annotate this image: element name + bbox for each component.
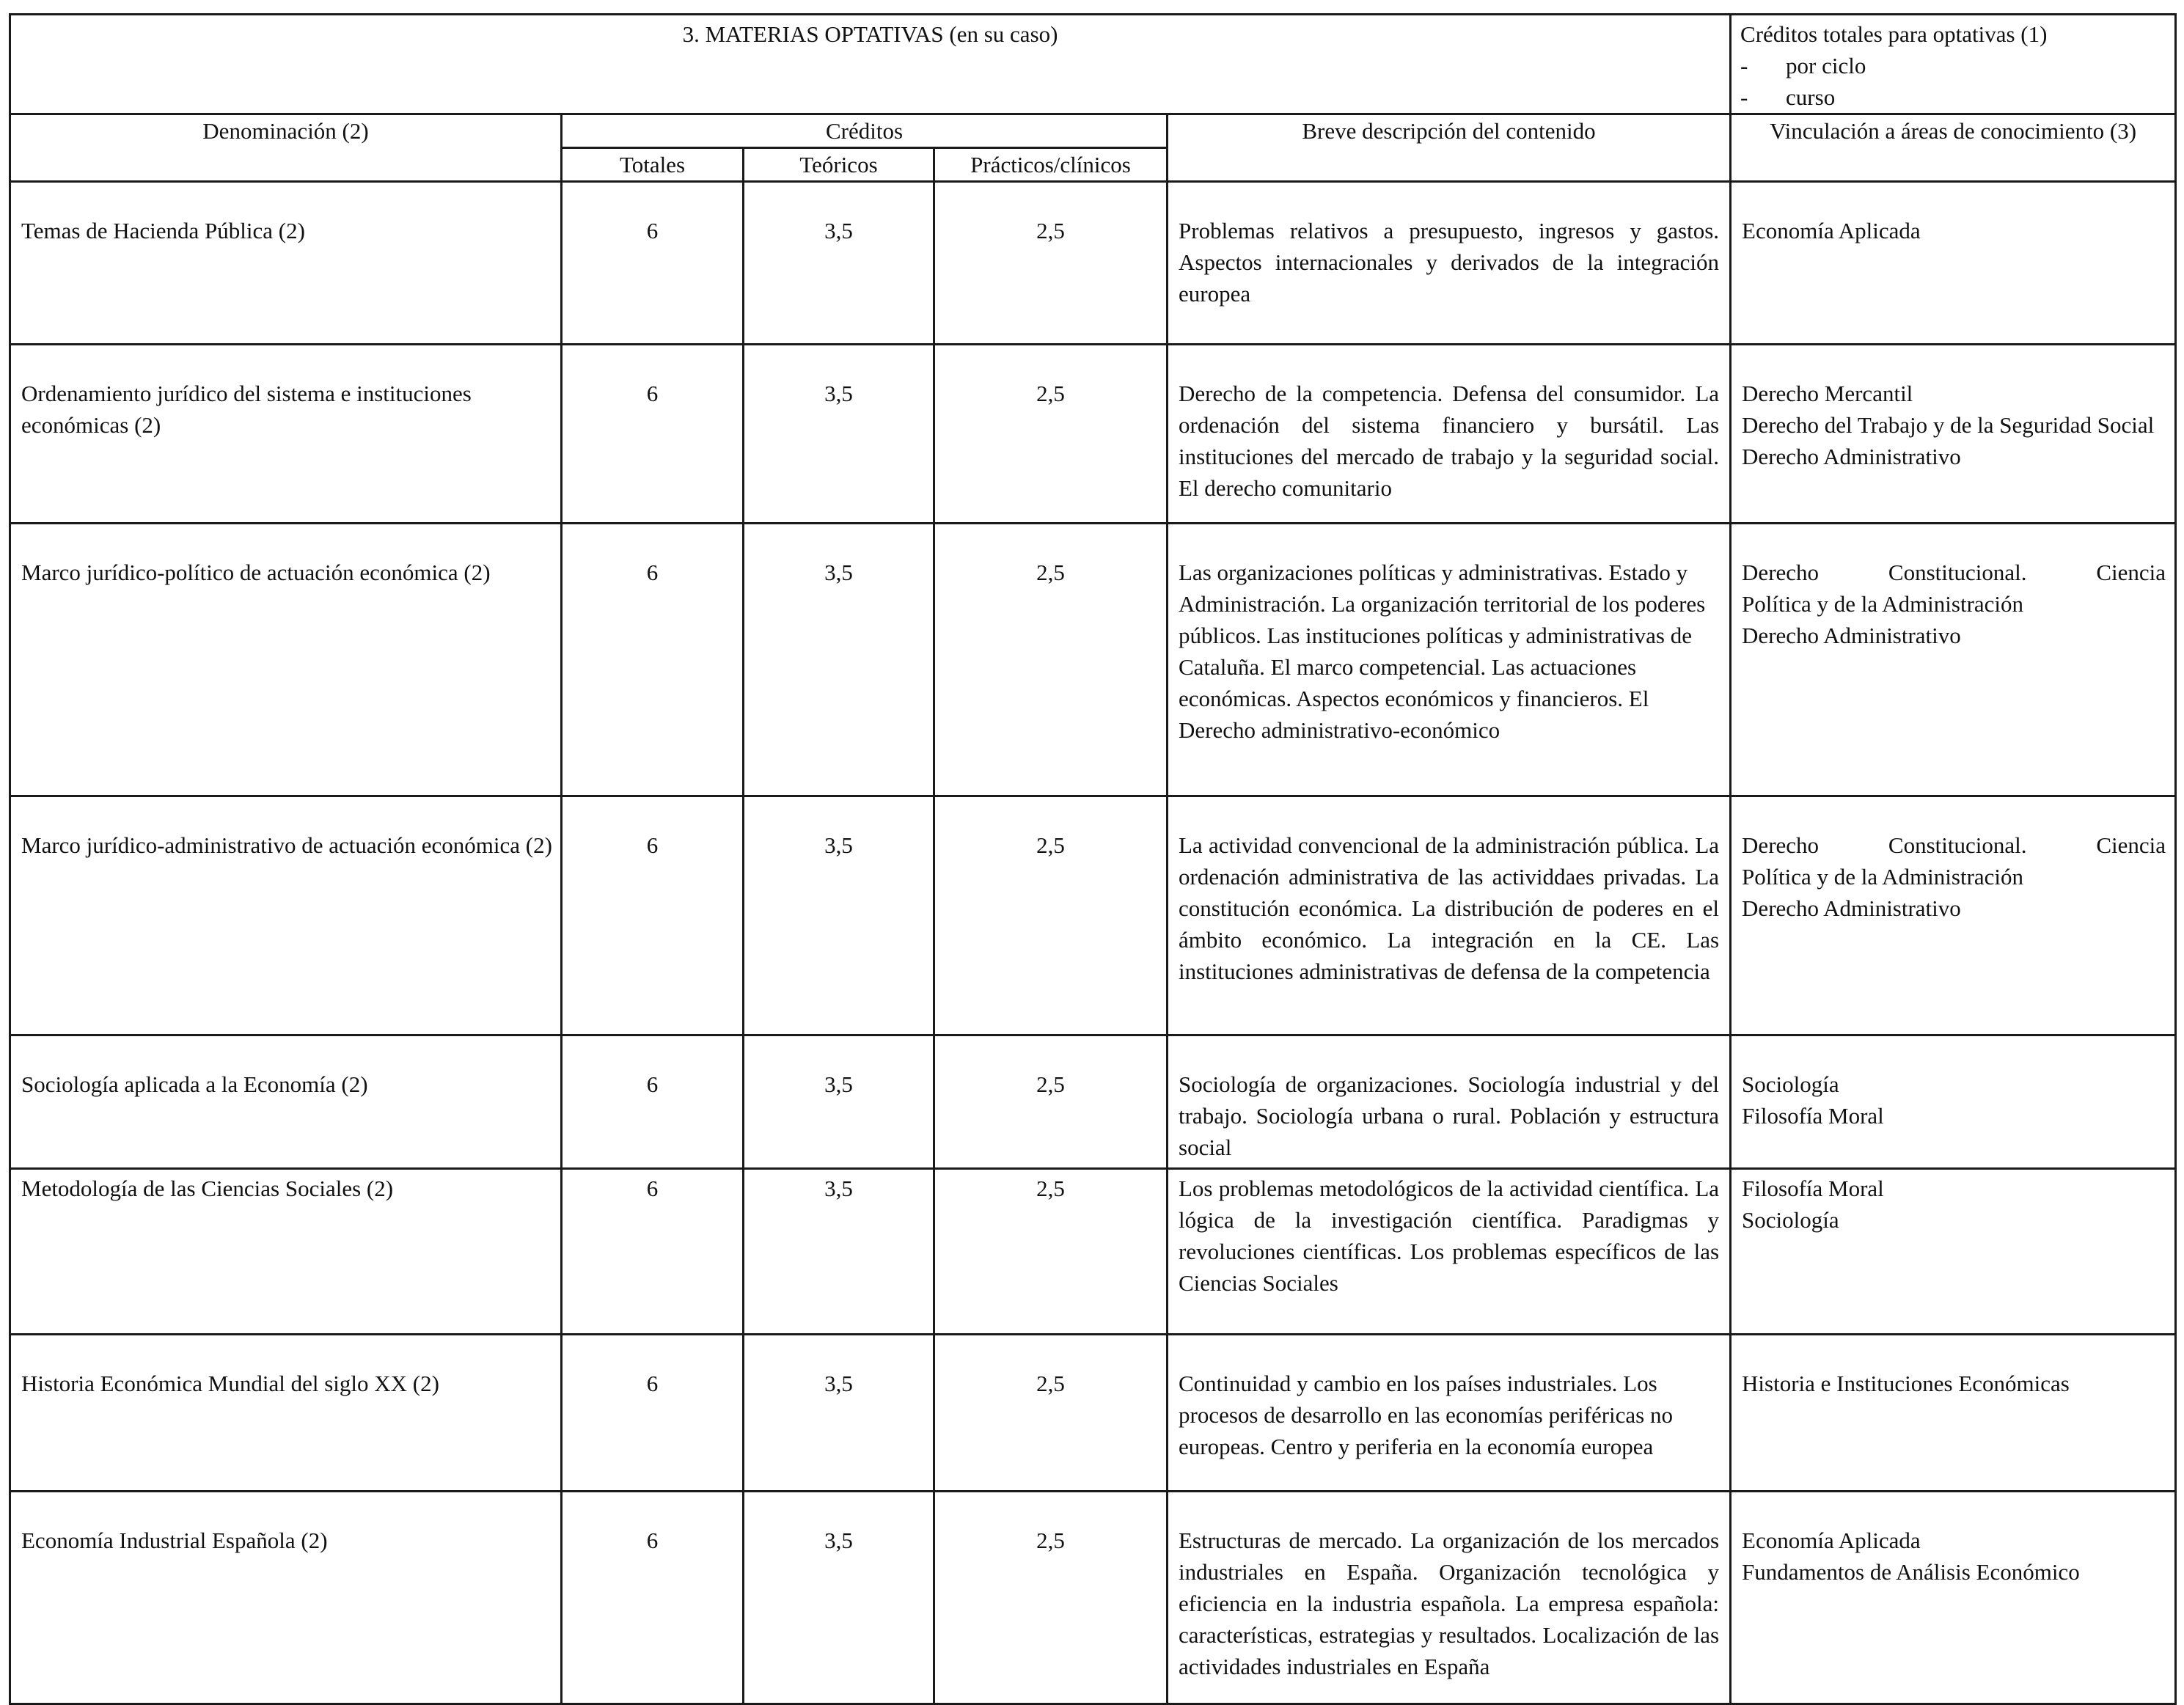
cell-descripcion: Los problemas metodológicos de la actividad científica. La lógica de la investigación científica. Paradigmas y revoluciones científicas. Los problemas específicos de las Ciencias Sociales [1168, 1169, 1731, 1335]
cell-teoricos: 3,5 [744, 524, 934, 796]
cell-teoricos: 3,5 [744, 345, 934, 524]
cell-totales: 6 [562, 1169, 744, 1335]
cell-descripcion: Las organizaciones políticas y administrativas. Estado y Administración. La organización territorial de los poderes públicos. Las instituciones políticas y administrativas de Cataluña. El marco competencial. Las actuaciones económicas. Aspectos económicos y financieros. El Derecho administrativo-económico [1168, 524, 1731, 796]
cell-denominacion: Marco jurídico-político de actuación económica (2) [10, 524, 562, 796]
area-item: Historia e Instituciones Económicas [1742, 1371, 2070, 1396]
col-header-descripcion: Breve descripción del contenido [1168, 114, 1731, 182]
table-row [10, 345, 2176, 524]
cell-teoricos: 3,5 [744, 1335, 934, 1492]
cell-areas [1731, 182, 2176, 345]
cell-totales: 6 [562, 524, 744, 796]
optional-subjects-table [9, 13, 2177, 1705]
cell-areas [1731, 345, 2176, 524]
area-item: Derecho Administrativo [1742, 895, 1961, 921]
cell-areas [1731, 1169, 2176, 1335]
cell-totales: 6 [562, 345, 744, 524]
optional-credits-totals [1731, 15, 2176, 114]
col-header-totales: Totales [562, 148, 744, 182]
cell-practicos: 2,5 [934, 182, 1168, 345]
area-item: Política y de la Administración [1742, 864, 2024, 890]
document-page [9, 13, 2174, 1705]
cell-teoricos: 3,5 [744, 1492, 934, 1704]
table-row [10, 1035, 2176, 1169]
cell-areas [1731, 1035, 2176, 1169]
title-row [10, 15, 2176, 114]
cell-descripcion: Continuidad y cambio en los países industriales. Los procesos de desarrollo en las economías periféricas no europeas. Centro y periferia en la economía europea [1168, 1335, 1731, 1492]
cell-denominacion: Ordenamiento jurídico del sistema e instituciones económicas (2) [10, 345, 562, 524]
cell-practicos: 2,5 [934, 1169, 1168, 1335]
totals-item: - por ciclo [1740, 53, 1866, 78]
cell-descripcion: Derecho de la competencia. Defensa del consumidor. La ordenación del sistema financiero y bursátil. Las instituciones del mercado de trabajo y la seguridad social. El derecho comunitario [1168, 345, 1731, 524]
area-item: Filosofía Moral [1742, 1176, 1884, 1201]
cell-totales: 6 [562, 1035, 744, 1169]
cell-denominacion: Marco jurídico-administrativo de actuación económica (2) [10, 796, 562, 1035]
table-row [10, 524, 2176, 796]
totals-item: - curso [1740, 84, 1836, 110]
cell-descripcion: La actividad convencional de la administración pública. La ordenación administrativa de las actividdaes privadas. La constitución económica. La distribución de poderes en el ámbito económico. La integración en la CE. Las instituciones administrativas de defensa de la competencia [1168, 796, 1731, 1035]
cell-denominacion: Historia Económica Mundial del siglo XX (2) [10, 1335, 562, 1492]
table-row [10, 1492, 2176, 1704]
cell-practicos: 2,5 [934, 345, 1168, 524]
cell-descripcion: Sociología de organizaciones. Sociología industrial y del trabajo. Sociología urbana o rural. Población y estructura social [1168, 1035, 1731, 1169]
area-item: Política y de la Administración [1742, 591, 2024, 617]
table-row [10, 182, 2176, 345]
area-item: Fundamentos de Análisis Económico [1742, 1559, 2080, 1585]
cell-descripcion: Estructuras de mercado. La organización de los mercados industriales en España. Organización tecnológica y eficiencia en la industria española. La empresa española: características, estrategias y resultados. Localización de las actividades industriales en España [1168, 1492, 1731, 1704]
cell-denominacion: Economía Industrial Española (2) [10, 1492, 562, 1704]
cell-teoricos: 3,5 [744, 1035, 934, 1169]
cell-teoricos: 3,5 [744, 796, 934, 1035]
cell-practicos: 2,5 [934, 524, 1168, 796]
cell-practicos: 2,5 [934, 1335, 1168, 1492]
table-row [10, 1335, 2176, 1492]
col-header-denominacion: Denominación (2) [10, 114, 562, 182]
area-item: Derecho Mercantil [1742, 381, 1913, 406]
area-item: Economía Aplicada [1742, 218, 1921, 243]
area-item: Economía Aplicada [1742, 1528, 1921, 1553]
cell-practicos: 2,5 [934, 1492, 1168, 1704]
cell-totales: 6 [562, 796, 744, 1035]
cell-totales: 6 [562, 182, 744, 345]
cell-denominacion: Temas de Hacienda Pública (2) [10, 182, 562, 345]
cell-practicos: 2,5 [934, 796, 1168, 1035]
area-item: Derecho del Trabajo y de la Seguridad Social [1742, 412, 2155, 438]
area-item: Derecho Constitucional. Ciencia [1742, 832, 2166, 858]
cell-areas [1731, 796, 2176, 1035]
cell-totales: 6 [562, 1335, 744, 1492]
table-row [10, 796, 2176, 1035]
col-header-creditos: Créditos [562, 114, 1168, 148]
cell-teoricos: 3,5 [744, 1169, 934, 1335]
col-header-vinculacion: Vinculación a áreas de conocimiento (3) [1731, 114, 2176, 182]
table-title: 3. MATERIAS OPTATIVAS (en su caso) [10, 15, 1731, 114]
cell-denominacion: Sociología aplicada a la Economía (2) [10, 1035, 562, 1169]
area-item: Derecho Administrativo [1742, 623, 1961, 648]
cell-totales: 6 [562, 1492, 744, 1704]
col-header-teoricos: Teóricos [744, 148, 934, 182]
cell-areas [1731, 1335, 2176, 1492]
area-item: Sociología [1742, 1071, 1839, 1097]
area-item: Filosofía Moral [1742, 1103, 1884, 1129]
cell-areas [1731, 1492, 2176, 1704]
cell-areas [1731, 524, 2176, 796]
cell-practicos: 2,5 [934, 1035, 1168, 1169]
area-item: Sociología [1742, 1207, 1839, 1233]
cell-denominacion: Metodología de las Ciencias Sociales (2) [10, 1169, 562, 1335]
table-row [10, 1169, 2176, 1335]
cell-descripcion: Problemas relativos a presupuesto, ingresos y gastos. Aspectos internacionales y derivados de la integración europea [1168, 182, 1731, 345]
cell-teoricos: 3,5 [744, 182, 934, 345]
area-item: Derecho Constitucional. Ciencia [1742, 560, 2166, 585]
col-header-practicos: Prácticos/clínicos [934, 148, 1168, 182]
totals-label: Créditos totales para optativas (1) [1740, 21, 2048, 47]
header-row [10, 114, 2176, 148]
area-item: Derecho Administrativo [1742, 444, 1961, 469]
